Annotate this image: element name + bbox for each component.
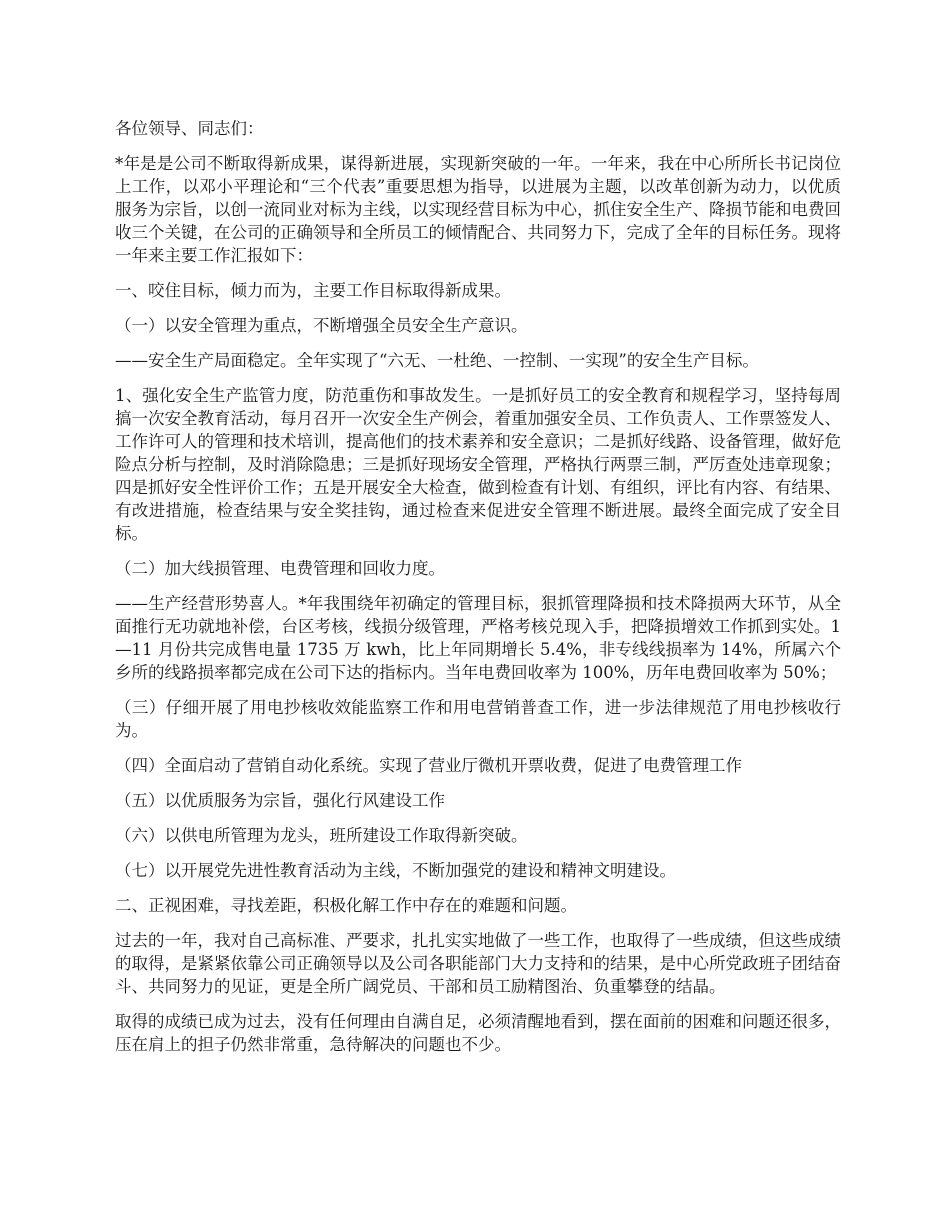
intro-paragraph: *年是是公司不断取得新成果，谋得新进展，实现新突破的一年。一年来，我在中心所所长书记岗位上工作，以邓小平理论和“三个代表”重要思想为指导，以进展为主题，以改革创新为动力，以优质服务为宗旨，以创一流同业对标为主线，以实现经营目标为中心，抓住安全生产、降损节能和电费回收三个关键，在公司的正确领导和全所员工的倾情配合、共同努力下，完成了全年的目标任务。现将一年来主要工作汇报如下： [115, 154, 841, 265]
subsection-heading-3: （三）仔细开展了用电抄核收效能监察工作和用电营销普查工作，进一步法律规范了用电抄核收行为。 [115, 698, 841, 740]
subsection-heading-5: （五）以优质服务为宗旨，强化行风建设工作 [115, 791, 445, 810]
section-heading-2: 二、正视困难，寻找差距，积极化解工作中存在的难题和问题。 [115, 896, 577, 915]
document-body [115, 117, 841, 1068]
subsection-heading-6: （六）以供电所管理为龙头，班所建设工作取得新突破。 [115, 826, 528, 845]
paragraph-challenges: 取得的成绩已成为过去，没有任何理由自满自足，必须清醒地看到，摆在面前的困难和问题还很多，压在肩上的担子仍然非常重，急待解决的问题也不少。 [115, 1012, 841, 1054]
paragraph-reflection: 过去的一年，我对自己高标准、严要求，扎扎实实地做了一些工作，也取得了一些成绩，但这些成绩的取得，是紧紧依靠公司正确领导以及公司各职能部门大力支持和的结果，是中心所党政班子团结奋斗、共同努力的见证，更是全所广阔党员、干部和员工励精图治、负重攀登的结晶。 [115, 931, 841, 996]
subsection-heading-4: （四）全面启动了营销自动化系统。实现了营业厅微机开票收费，促进了电费管理工作 [115, 756, 742, 775]
section-heading-1: 一、咬住目标，倾力而为，主要工作目标取得新成果。 [115, 281, 511, 300]
paragraph-operations: ——生产经营形势喜人。*年我围绕年初确定的管理目标，狠抓管理降损和技术降损两大环节，从全面推行无功就地补偿，台区考核，线损分级管理，严格考核兑现入手，把降损增效工作抓到实处。1—11 月份共完成售电量 1735 万 kwh，比上年同期增长 5.4%，非专线线损率为 14%，所属六个乡所的线路损率都完成在公司下达的指标内。当年电费回收率为 100%，历年电费回收率为 50%； [115, 594, 841, 682]
subsection-heading-7: （七）以开展党先进性教育活动为主线，不断加强党的建设和精神文明建设。 [115, 861, 676, 880]
subsection-heading-1: （一）以安全管理为重点，不断增强全员安全生产意识。 [115, 316, 528, 335]
paragraph-safety-status: ——安全生产局面稳定。全年实现了“六无、一杜绝、一控制、一实现”的安全生产目标。 [115, 351, 759, 370]
salutation: 各位领导、同志们： [115, 119, 264, 138]
paragraph-safety-measures: 1、强化安全生产监管力度，防范重伤和事故发生。一是抓好员工的安全教育和规程学习，坚持每周搞一次安全教育活动，每月召开一次安全生产例会，着重加强安全员、工作负责人、工作票签发人、工作许可人的管理和技术培训，提高他们的技术素养和安全意识；二是抓好线路、设备管理，做好危险点分析与控制，及时消除隐患；三是抓好现场安全管理，严格执行两票三制，严厉查处违章现象；四是抓好安全性评价工作；五是开展安全大检查，做到检查有计划、有组织，评比有内容、有结果、有改进措施，检查结果与安全奖挂钩，通过检查来促进安全管理不断进展。最终全面完成了安全目标。 [115, 386, 841, 543]
subsection-heading-2: （二）加大线损管理、电费管理和回收力度。 [115, 559, 445, 578]
